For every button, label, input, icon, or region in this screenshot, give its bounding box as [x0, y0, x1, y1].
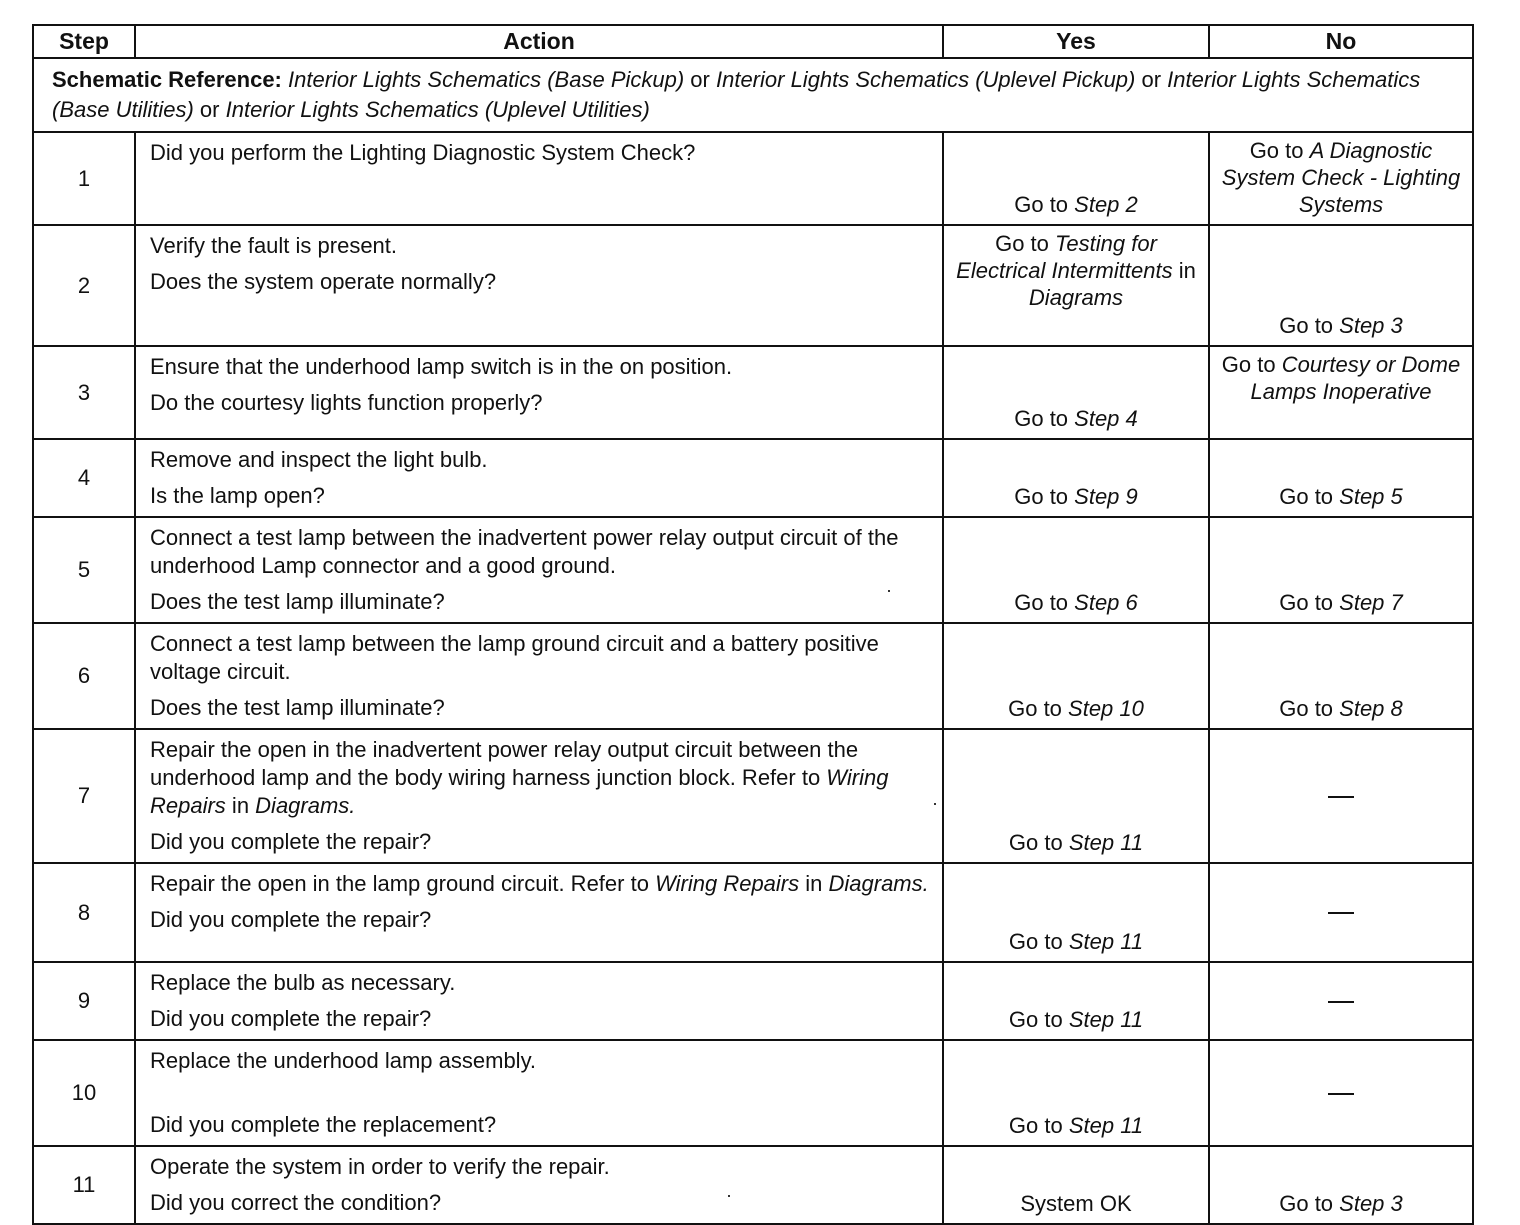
- action-question: Did you complete the repair?: [150, 1006, 432, 1031]
- yes-cell: Go to Step 11: [943, 729, 1209, 863]
- schematic-reference-row: [33, 58, 1473, 132]
- table-row: [33, 346, 1473, 439]
- action-text: Operate the system in order to verify the repair.: [150, 1154, 610, 1179]
- no-cell: [1209, 729, 1473, 863]
- schematic-reference: Schematic Reference: Interior Lights Schematics (Base Pickup) or Interior Lights Schematics (Uplevel Pickup) or Interior Lights Schematics (Base Utilities) or Interior Lights Schematics (Uplevel Utilities): [33, 58, 1473, 132]
- no-action-dash: [1328, 796, 1354, 798]
- header-action: Action: [135, 25, 943, 58]
- action-text: Repair the open in the inadvertent power relay output circuit between the underhood lamp and the body wiring harness junction block. Refer to Wiring Repairs in Diagrams.: [150, 737, 889, 818]
- table-row: [33, 1146, 1473, 1224]
- table-row: [33, 132, 1473, 225]
- step-number: 2: [33, 225, 135, 346]
- table-row: [33, 517, 1473, 623]
- header-row: [33, 25, 1473, 58]
- action-text: Replace the bulb as necessary.: [150, 970, 456, 995]
- yes-link[interactable]: Step 11: [1068, 929, 1144, 954]
- step-number: 9: [33, 962, 135, 1040]
- step-number: 8: [33, 863, 135, 962]
- step-action: [135, 132, 943, 225]
- yes-cell: System OK: [943, 1146, 1209, 1224]
- yes-cell: Go to Step 11: [943, 962, 1209, 1040]
- action-text: Replace the underhood lamp assembly.: [150, 1048, 537, 1073]
- yes-cell: Go to Step 11: [943, 863, 1209, 962]
- step-action: [135, 517, 943, 623]
- action-text: Connect a test lamp between the lamp ground circuit and a battery positive voltage circuit.: [150, 631, 879, 684]
- action-text: Connect a test lamp between the inadvertent power relay output circuit of the underhood Lamp connector and a good ground.: [150, 525, 899, 578]
- step-action: [135, 623, 943, 729]
- yes-link[interactable]: Step 9: [1074, 484, 1138, 509]
- reference-link-base-pickup[interactable]: Interior Lights Schematics (Base Pickup): [288, 67, 685, 92]
- step-number: 1: [33, 132, 135, 225]
- yes-cell: Go to Step 2: [943, 132, 1209, 225]
- step-action: [135, 1040, 943, 1146]
- yes-cell: Go to Step 10: [943, 623, 1209, 729]
- no-cell: Go to Step 8: [1209, 623, 1473, 729]
- yes-link[interactable]: Step 11: [1068, 1113, 1144, 1138]
- no-cell: Go to Step 7: [1209, 517, 1473, 623]
- scan-speck: [888, 590, 890, 592]
- action-question: Did you complete the repair?: [150, 829, 432, 854]
- scan-speck: [728, 1195, 730, 1197]
- no-cell: Go to Step 3: [1209, 1146, 1473, 1224]
- diagnostic-table: [32, 24, 1474, 1225]
- diagrams-link[interactable]: Diagrams.: [255, 793, 356, 818]
- action-question: Does the test lamp illuminate?: [150, 695, 445, 720]
- action-text: Repair the open in the lamp ground circuit. Refer to Wiring Repairs in Diagrams.: [150, 871, 929, 896]
- no-cell: Go to A Diagnostic System Check - Lighting Systems: [1209, 132, 1473, 225]
- action-text: Ensure that the underhood lamp switch is in the on position.: [150, 354, 733, 379]
- step-action: [135, 729, 943, 863]
- step-number: 7: [33, 729, 135, 863]
- no-cell: Go to Step 5: [1209, 439, 1473, 517]
- no-link[interactable]: Step 3: [1339, 313, 1403, 338]
- reference-link-base-utilities[interactable]: Interior Lights Schematics (Base Utilities): [52, 67, 1421, 122]
- step-action: [135, 962, 943, 1040]
- action-text: Did you perform the Lighting Diagnostic System Check?: [150, 140, 696, 165]
- step-number: 4: [33, 439, 135, 517]
- no-link[interactable]: Step 7: [1339, 590, 1403, 615]
- yes-cell: Go to Step 11: [943, 1040, 1209, 1146]
- no-link[interactable]: Step 3: [1339, 1191, 1403, 1216]
- no-cell: [1209, 863, 1473, 962]
- wiring-repairs-link[interactable]: Wiring Repairs: [150, 765, 889, 818]
- action-text: Verify the fault is present.: [150, 233, 398, 258]
- step-number: 5: [33, 517, 135, 623]
- step-number: 6: [33, 623, 135, 729]
- action-question: Did you complete the repair?: [150, 907, 432, 932]
- yes-diagrams-link[interactable]: Diagrams: [1028, 285, 1124, 310]
- step-action: [135, 863, 943, 962]
- no-action-dash: [1328, 1001, 1354, 1003]
- no-cell: [1209, 1040, 1473, 1146]
- step-number: 3: [33, 346, 135, 439]
- action-question: Did you correct the condition?: [150, 1190, 442, 1215]
- no-cell: Go to Step 3: [1209, 225, 1473, 346]
- action-question: Did you complete the replacement?: [150, 1112, 497, 1137]
- step-action: [135, 225, 943, 346]
- header-no: No: [1209, 25, 1473, 58]
- step-action: [135, 1146, 943, 1224]
- action-question: Does the system operate normally?: [150, 269, 497, 294]
- no-link[interactable]: Step 8: [1339, 696, 1403, 721]
- no-link[interactable]: Courtesy or Dome Lamps Inoperative: [1250, 352, 1461, 404]
- header-step: Step: [33, 25, 135, 58]
- reference-link-uplevel-utilities[interactable]: Interior Lights Schematics (Uplevel Utilities): [225, 97, 650, 122]
- yes-link[interactable]: Step 6: [1074, 590, 1138, 615]
- action-question: Do the courtesy lights function properly?: [150, 390, 543, 415]
- yes-link[interactable]: Step 4: [1074, 406, 1138, 431]
- step-action: [135, 439, 943, 517]
- reference-label: Schematic Reference:: [52, 67, 282, 92]
- table-row: [33, 863, 1473, 962]
- yes-link[interactable]: Step 11: [1068, 1007, 1144, 1032]
- yes-link[interactable]: Step 10: [1068, 696, 1144, 721]
- diagrams-link[interactable]: Diagrams.: [828, 871, 929, 896]
- action-text: Remove and inspect the light bulb.: [150, 447, 488, 472]
- yes-link[interactable]: Step 11: [1068, 830, 1144, 855]
- yes-link[interactable]: Testing for Electrical Intermittents: [956, 231, 1173, 283]
- table-row: [33, 962, 1473, 1040]
- reference-link-uplevel-pickup[interactable]: Interior Lights Schematics (Uplevel Pickup): [715, 67, 1136, 92]
- action-question: Does the test lamp illuminate?: [150, 589, 445, 614]
- no-action-dash: [1328, 912, 1354, 914]
- action-question: Is the lamp open?: [150, 483, 325, 508]
- yes-cell: Go to Step 6: [943, 517, 1209, 623]
- table-row: [33, 729, 1473, 863]
- no-link[interactable]: Step 5: [1339, 484, 1403, 509]
- no-cell: Go to Courtesy or Dome Lamps Inoperative: [1209, 346, 1473, 439]
- yes-link[interactable]: Step 2: [1074, 192, 1138, 217]
- table-row: [33, 439, 1473, 517]
- table-row: [33, 623, 1473, 729]
- step-number: 11: [33, 1146, 135, 1224]
- step-action: [135, 346, 943, 439]
- table-row: [33, 225, 1473, 346]
- yes-cell: Go to Step 4: [943, 346, 1209, 439]
- yes-cell: Go to Step 9: [943, 439, 1209, 517]
- scan-speck: [934, 803, 936, 805]
- yes-cell: Go to Testing for Electrical Intermittents in Diagrams: [943, 225, 1209, 346]
- no-action-dash: [1328, 1093, 1354, 1095]
- no-link[interactable]: A Diagnostic System Check - Lighting Systems: [1221, 138, 1461, 217]
- header-yes: Yes: [943, 25, 1209, 58]
- step-number: 10: [33, 1040, 135, 1146]
- no-cell: [1209, 962, 1473, 1040]
- wiring-repairs-link[interactable]: Wiring Repairs: [655, 871, 800, 896]
- table-row: [33, 1040, 1473, 1146]
